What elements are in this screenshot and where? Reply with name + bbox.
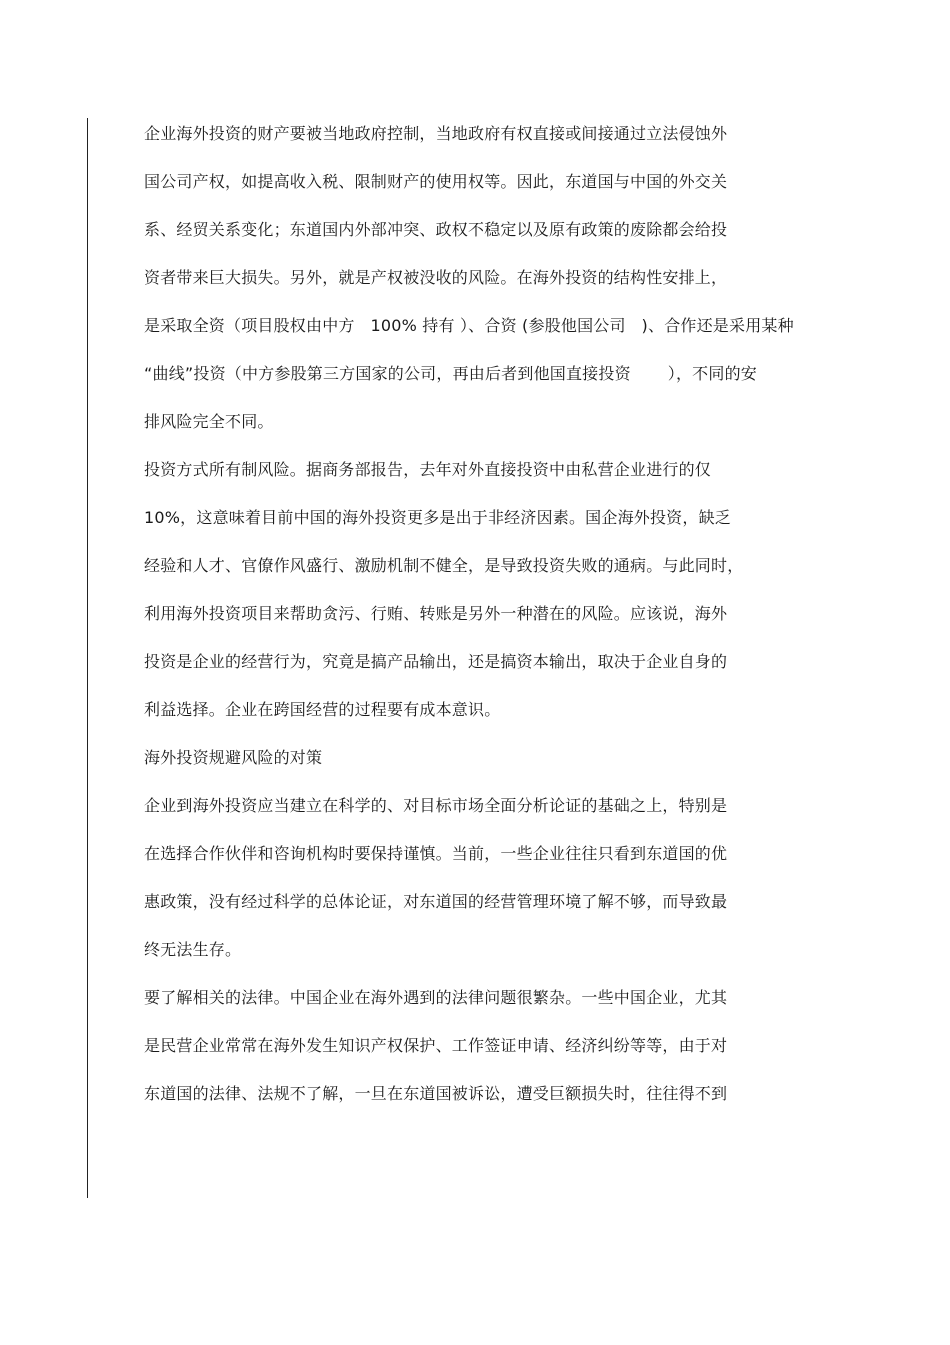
text-line: 要了解相关的法律。中国企业在海外遇到的法律问题很繁杂。一些中国企业，尤其 — [144, 988, 728, 1007]
text-line: 企业海外投资的财产要被当地政府控制，当地政府有权直接或间接通过立法侵蚀外 — [144, 124, 728, 143]
text-line: 经验和人才、官僚作风盛行、激励机制不健全，是导致投资失败的通病。与此同时， — [144, 556, 744, 575]
text-line: 是采取全资（项目股权由中方 100% 持有 ）、合资 (参股他国公司 )、合作还是采用某种 — [144, 316, 794, 335]
paragraph-investment-mode-risk — [144, 452, 844, 728]
text-line: “曲线”投资（中方参股第三方国家的公司，再由后者到他国直接投资 ），不同的安 — [144, 364, 757, 383]
text-line: 投资方式所有制风险。据商务部报告，去年对外直接投资中由私营企业进行的仅 — [144, 460, 712, 479]
text-line: 国公司产权，如提高收入税、限制财产的使用权等。因此，东道国与中国的外交关 — [144, 172, 728, 191]
text-line: 在选择合作伙伴和咨询机构时要保持谨慎。当前，一些企业往往只看到东道国的优 — [144, 844, 728, 863]
text-line: 10%，这意味着目前中国的海外投资更多是出于非经济因素。国企海外投资，缺乏 — [144, 508, 731, 527]
text-line: 惠政策，没有经过科学的总体论证，对东道国的经营管理环境了解不够，而导致最 — [144, 892, 728, 911]
text-line: 资者带来巨大损失。另外，就是产权被没收的风险。在海外投资的结构性安排上， — [144, 268, 728, 287]
document-body — [144, 116, 844, 1124]
section-heading — [144, 740, 844, 776]
paragraph-scientific-analysis — [144, 788, 844, 968]
paragraph-ownership-risk — [144, 116, 844, 440]
text-line: 终无法生存。 — [144, 940, 242, 959]
text-line: 系、经贸关系变化；东道国内外部冲突、政权不稳定以及原有政策的废除都会给投 — [144, 220, 728, 239]
text-line: 是民营企业常常在海外发生知识产权保护、工作签证申请、经济纠纷等等，由于对 — [144, 1036, 728, 1055]
text-line: 利益选择。企业在跨国经营的过程要有成本意识。 — [144, 700, 501, 719]
text-line: 企业到海外投资应当建立在科学的、对目标市场全面分析论证的基础之上，特别是 — [144, 796, 728, 815]
paragraph-legal-knowledge — [144, 980, 844, 1112]
heading-text: 海外投资规避风险的对策 — [144, 748, 323, 767]
text-line: 东道国的法律、法规不了解，一旦在东道国被诉讼，遭受巨额损失时，往往得不到 — [144, 1084, 728, 1103]
text-line: 利用海外投资项目来帮助贪污、行贿、转账是另外一种潜在的风险。应该说，海外 — [144, 604, 728, 623]
left-margin-rule — [87, 118, 88, 1198]
text-line: 投资是企业的经营行为，究竟是搞产品输出，还是搞资本输出，取决于企业自身的 — [144, 652, 728, 671]
text-line: 排风险完全不同。 — [144, 412, 274, 431]
